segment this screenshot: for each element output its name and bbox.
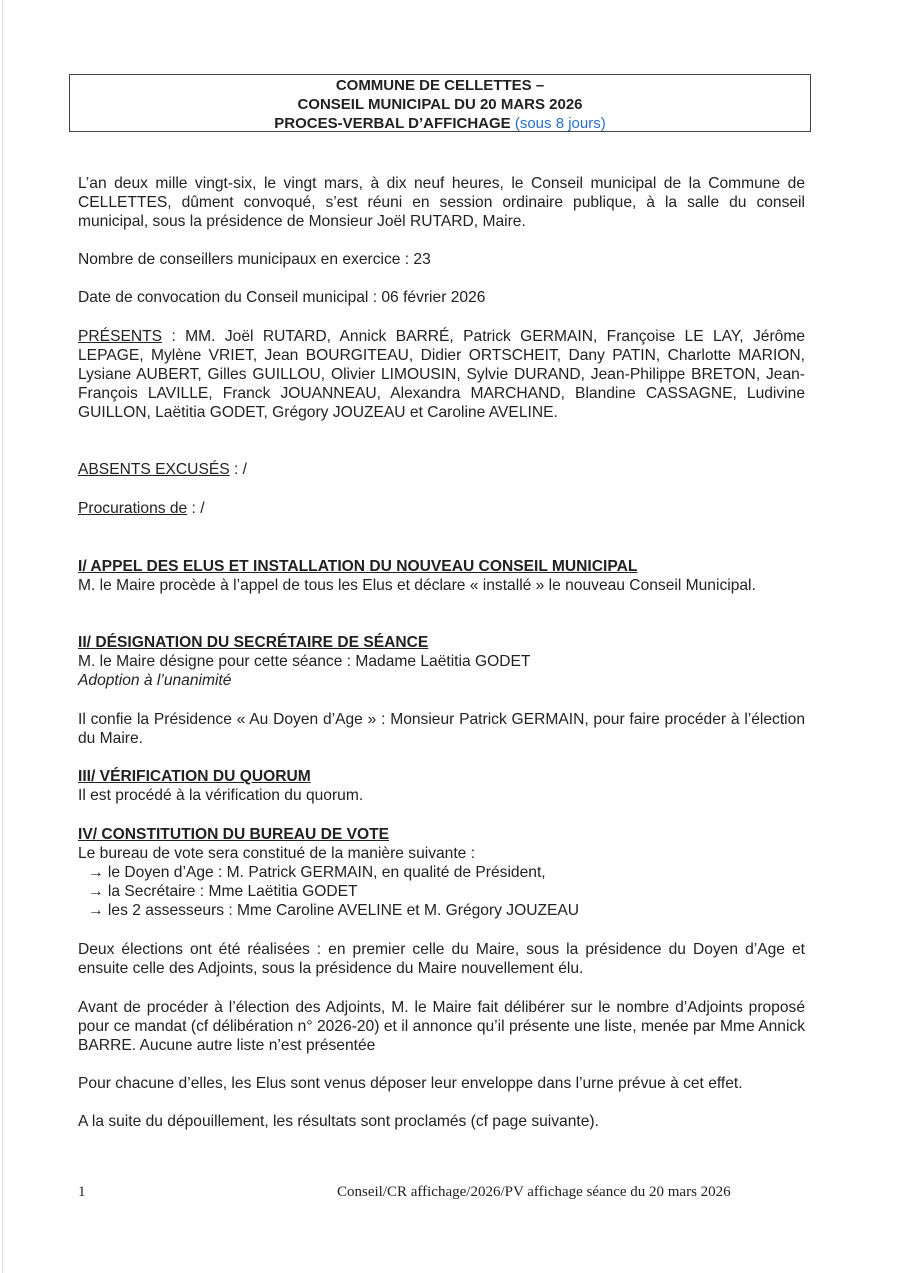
presents-list: : MM. Joël RUTARD, Annick BARRÉ, Patrick GERMAIN, Françoise LE LAY, Jérôme LEPAGE, Mylène VRIET, Jean BOURGITEAU, Didier ORTSCHEIT, Dany PATIN, Charlotte MARION, Lysiane AUBERT, Gilles GUILLOU, Olivier LIMOUSIN, Sylvie DURAND, Jean-Philippe BRETON, Jean-François LAVILLE, Franck JOUANNEAU, Alexandra MARCHAND, Blandine CASSAGNE, Ludivine GUILLON, Laëtitia GODET, Grégory JOUZEAU et Caroline AVELINE. (78, 328, 805, 421)
page-number: 1 (78, 1184, 86, 1200)
paragraph-resultats: A la suite du dépouillement, les résultats sont proclamés (cf page suivante). (78, 1113, 599, 1130)
section-3-text: Il est procédé à la vérification du quorum. (78, 787, 364, 804)
section-2 (78, 633, 805, 690)
section-1-text: M. le Maire procède à l’appel de tous les Elus et déclare « installé » le nouveau Conseil Municipal. (78, 577, 756, 594)
section-2-adoption: Adoption à l’unanimité (78, 672, 232, 689)
section-4-heading: IV/ CONSTITUTION DU BUREAU DE VOTE (78, 826, 390, 843)
title-line-1: COMMUNE DE CELLETTES – (335, 77, 545, 94)
section-4-text: Le bureau de vote sera constitué de la manière suivante : (78, 845, 476, 862)
title-box (69, 74, 811, 132)
list-item: → le Doyen d’Age : M. Patrick GERMAIN, en qualité de Président, (88, 864, 546, 881)
section-1 (78, 557, 805, 595)
procurations-label: Procurations de (78, 500, 188, 517)
list-item: → les 2 assesseurs : Mme Caroline AVELINE et M. Grégory JOUZEAU (88, 902, 580, 919)
title-line-2: CONSEIL MUNICIPAL DU 20 MARS 2026 (297, 96, 583, 113)
section-4 (78, 825, 805, 920)
procurations-paragraph (78, 499, 805, 518)
date-convocation: Date de convocation du Conseil municipal : 06 février 2026 (78, 289, 486, 306)
paragraph-urne: Pour chacune d’elles, les Elus sont venus déposer leur enveloppe dans l’urne prévue à cet effet. (78, 1075, 743, 1092)
section-3-heading: III/ VÉRIFICATION DU QUORUM (78, 768, 311, 785)
list-item: → la Secrétaire : Mme Laëtitia GODET (88, 883, 358, 900)
absents-paragraph (78, 460, 805, 479)
presents-paragraph (78, 327, 805, 422)
presents-label: PRÉSENTS (78, 328, 163, 345)
intro-paragraph: L’an deux mille vingt-six, le vingt mars, à dix neuf heures, le Conseil municipal de la Commune de CELLETTES, dûment convoqué, s’est réuni en session ordinaire publique, à la salle du conseil municipal, sous la présidence de Monsieur Joël RUTARD, Maire. (78, 175, 805, 230)
procurations-value: : / (187, 500, 205, 517)
section-2-paragraph: Il confie la Présidence « Au Doyen d’Age » : Monsieur Patrick GERMAIN, pour faire procéder à l’élection du Maire. (78, 711, 805, 747)
section-2-text: M. le Maire désigne pour cette séance : Madame Laëtitia GODET (78, 653, 531, 670)
paragraph-elections: Deux élections ont été réalisées : en premier celle du Maire, sous la présidence du Doyen d’Age et ensuite celle des Adjoints, sous la présidence du Maire nouvellement élu. (78, 941, 805, 977)
nombre-conseillers: Nombre de conseillers municipaux en exercice : 23 (78, 251, 431, 268)
absents-label: ABSENTS EXCUSÉS (78, 461, 230, 478)
paragraph-adjoints: Avant de procéder à l’élection des Adjoints, M. le Maire fait délibérer sur le nombre d’Adjoints proposé pour ce mandat (cf délibération n° 2026-20) et il annonce qu’il présente une liste, menée par Mme Annick BARRE. Aucune autre liste n’est présentée (78, 999, 805, 1054)
footer-reference: Conseil/CR affichage/2026/PV affichage séance du 20 mars 2026 (337, 1184, 731, 1200)
absents-value: : / (229, 461, 247, 478)
section-1-heading: I/ APPEL DES ELUS ET INSTALLATION DU NOUVEAU CONSEIL MUNICIPAL (78, 558, 638, 575)
title-line-3: PROCES-VERBAL D’AFFICHAGE (274, 115, 511, 132)
section-2-heading: II/ DÉSIGNATION DU SECRÉTAIRE DE SÉANCE (78, 634, 429, 651)
title-note: (sous 8 jours) (514, 115, 606, 132)
section-3 (78, 767, 805, 805)
